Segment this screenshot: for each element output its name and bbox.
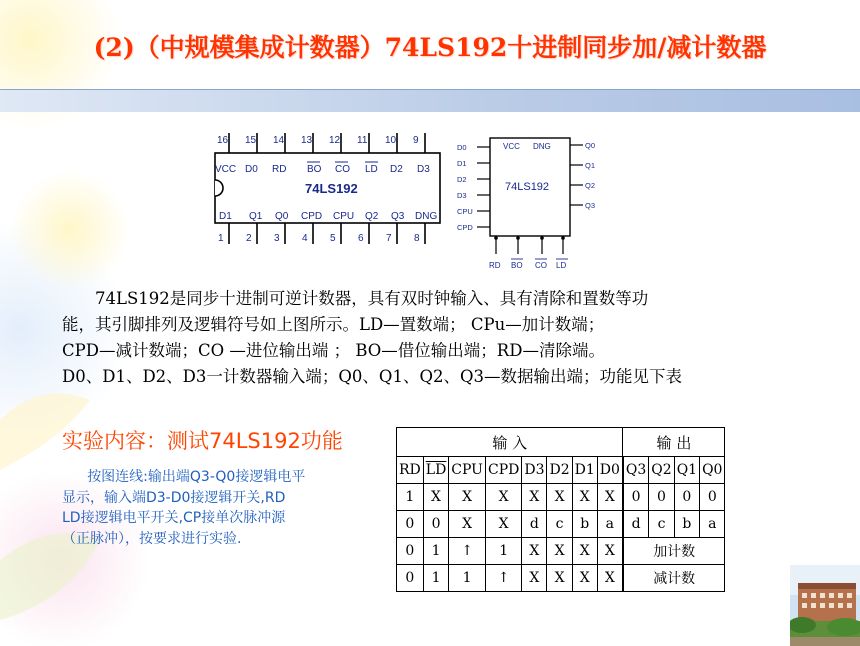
pin-label: RD xyxy=(272,164,287,175)
table-cell: X xyxy=(572,538,597,565)
table-cell: 1 xyxy=(423,565,449,592)
table-cell: c xyxy=(547,511,572,538)
chip-name: 74LS192 xyxy=(505,181,550,193)
table-cell: X xyxy=(547,484,572,511)
table-group-header-row xyxy=(397,428,725,457)
pin-number: 7 xyxy=(386,233,392,244)
table-cell: X xyxy=(597,538,623,565)
table-column-header: CPD xyxy=(485,457,521,484)
table-cell: 0 xyxy=(649,484,674,511)
experiment-line: LD接逻辑电平开关,CP接单次脉冲源 xyxy=(62,510,286,526)
table-cell: ↑ xyxy=(485,565,521,592)
table-cell: 1 xyxy=(449,565,486,592)
table-cell: X xyxy=(597,484,623,511)
table-column-header: Q1 xyxy=(674,457,699,484)
chip-name: 74LS192 xyxy=(305,181,358,196)
pin-label: CPU xyxy=(333,211,355,222)
pin-label: DNG xyxy=(415,211,438,222)
experiment-title: 实验内容：测试74LS192功能 xyxy=(62,429,343,453)
pin-label: BO xyxy=(511,261,523,270)
pin-number: 2 xyxy=(246,233,252,244)
pin-label: VCC xyxy=(215,164,237,175)
table-cell: X xyxy=(485,511,521,538)
description-line: 能，其引脚排列及逻辑符号如上图所示。LD—置数端； CPu—加计数端； xyxy=(62,315,605,334)
pin-number: 4 xyxy=(302,233,308,244)
pin-label: BO xyxy=(307,164,322,175)
pin-label: Q2 xyxy=(585,181,596,190)
pin-label: CPD xyxy=(301,211,323,222)
table-cell: a xyxy=(597,511,623,538)
table-cell: 0 xyxy=(674,484,699,511)
experiment-line: 显示，输入端D3-D0接逻辑开关,RD xyxy=(62,489,286,506)
table-cell: X xyxy=(449,511,486,538)
pin-label: D2 xyxy=(390,164,403,175)
table-column-header: $\overline{LD}$ xyxy=(423,457,449,484)
chip-logic-symbol xyxy=(455,132,605,274)
table-cell: 0 xyxy=(397,511,424,538)
pin-label: D1 xyxy=(219,211,232,222)
experiment-line: （正脉冲），按要求进行实验. xyxy=(62,530,242,547)
table-cell: b xyxy=(572,511,597,538)
pin-dot xyxy=(540,236,544,240)
table-row xyxy=(397,511,725,538)
input-group-header: 输 入 xyxy=(397,428,623,457)
table-cell: a xyxy=(700,511,725,538)
description-line: D0、D1、D2、D3一计数器输入端；Q0、Q1、Q2、Q3—数据输出端；功能见下表 xyxy=(62,367,683,386)
pin-number: 16 xyxy=(217,135,229,146)
output-group-header: 输 出 xyxy=(623,428,725,457)
table-row xyxy=(397,565,725,592)
pin-label: D3 xyxy=(417,164,430,175)
description-line: 74LS192是同步十进制可逆计数器，具有双时钟输入、具有清除和置数等功 xyxy=(95,289,649,308)
pin-label: LD xyxy=(556,261,567,270)
table-cell: d xyxy=(522,511,547,538)
table-cell: X xyxy=(449,484,486,511)
pin-label: LD xyxy=(365,164,378,175)
pin-number: 15 xyxy=(245,135,257,146)
description-paragraph xyxy=(62,286,782,390)
experiment-line: 按图连线:输出端Q3-Q0接逻辑电平 xyxy=(87,469,306,485)
table-cell: 0 xyxy=(423,511,449,538)
pin-label: Q1 xyxy=(585,161,596,170)
table-cell: X xyxy=(547,565,572,592)
table-cell: b xyxy=(674,511,699,538)
table-column-header: Q2 xyxy=(649,457,674,484)
pin-dot xyxy=(494,236,498,240)
header-band xyxy=(0,90,860,112)
pin-dot xyxy=(561,236,565,240)
pin-label: D0 xyxy=(245,164,258,175)
pin-number: 13 xyxy=(301,135,313,146)
table-row xyxy=(397,484,725,511)
pin-label: D1 xyxy=(457,159,467,168)
table-cell: X xyxy=(522,565,547,592)
table-cell: X xyxy=(522,484,547,511)
pin-label: DNG xyxy=(533,142,551,151)
chip-pinout-diagram xyxy=(205,128,445,248)
pin-label: Q3 xyxy=(585,201,596,210)
table-column-header: D2 xyxy=(547,457,572,484)
pin-number: 14 xyxy=(273,135,285,146)
table-cell: X xyxy=(423,484,449,511)
table-cell: X xyxy=(597,565,623,592)
pin-label: Q2 xyxy=(365,211,379,222)
pin-number: 5 xyxy=(330,233,336,244)
table-column-header: Q3 xyxy=(623,457,649,484)
pin-label: Q3 xyxy=(391,211,405,222)
pin-label: VCC xyxy=(503,142,520,151)
table-column-header: D1 xyxy=(572,457,597,484)
table-cell: ↑ xyxy=(449,538,486,565)
table-column-header: D0 xyxy=(597,457,623,484)
table-cell: 0 xyxy=(397,538,424,565)
table-cell: X xyxy=(547,538,572,565)
experiment-instructions xyxy=(62,467,382,549)
description-line: CPD—减计数端；CO —进位输出端 ； BO—借位输出端；RD—清除端。 xyxy=(62,341,605,360)
pin-label: D3 xyxy=(457,191,467,200)
pin-label: CO xyxy=(535,261,547,270)
pin-label: CPU xyxy=(457,207,473,216)
table-cell: 0 xyxy=(397,565,424,592)
table-cell: d xyxy=(623,511,649,538)
pin-number: 6 xyxy=(358,233,364,244)
table-cell: X xyxy=(522,538,547,565)
table-cell: X xyxy=(572,484,597,511)
function-table xyxy=(396,427,725,592)
table-cell: 0 xyxy=(623,484,649,511)
table-column-header: Q0 xyxy=(700,457,725,484)
pin-dot xyxy=(516,236,520,240)
table-cell: 1 xyxy=(423,538,449,565)
table-column-header: CPU xyxy=(449,457,486,484)
pin-number: 1 xyxy=(218,233,224,244)
pin-label: CO xyxy=(335,164,350,175)
table-column-header: RD xyxy=(397,457,424,484)
pin-label: D2 xyxy=(457,175,467,184)
table-cell: 减计数 xyxy=(623,565,725,592)
campus-photo xyxy=(790,565,860,646)
pin-number: 12 xyxy=(329,135,341,146)
pin-number: 3 xyxy=(274,233,280,244)
pin-label: Q0 xyxy=(585,141,596,150)
pin-label: RD xyxy=(489,261,501,270)
table-cell: 0 xyxy=(700,484,725,511)
pin-number: 10 xyxy=(385,135,397,146)
pin-label: CPD xyxy=(457,223,473,232)
pin-number: 11 xyxy=(357,135,368,146)
table-cell: 1 xyxy=(397,484,424,511)
table-cell: 加计数 xyxy=(623,538,725,565)
pin-number: 9 xyxy=(413,135,419,146)
pin-label: D0 xyxy=(457,143,467,152)
table-cell: c xyxy=(649,511,674,538)
table-column-header: D3 xyxy=(522,457,547,484)
table-cell: X xyxy=(572,565,597,592)
pin-number: 8 xyxy=(414,233,420,244)
slide-title: (2)（中规模集成计数器）74LS192十进制同步加/减计数器 xyxy=(93,33,767,62)
pin-label: Q0 xyxy=(275,211,289,222)
pin-label: Q1 xyxy=(249,211,263,222)
table-cell: X xyxy=(485,484,521,511)
table-cell: 1 xyxy=(485,538,521,565)
table-column-header-row xyxy=(397,457,725,484)
table-row xyxy=(397,538,725,565)
